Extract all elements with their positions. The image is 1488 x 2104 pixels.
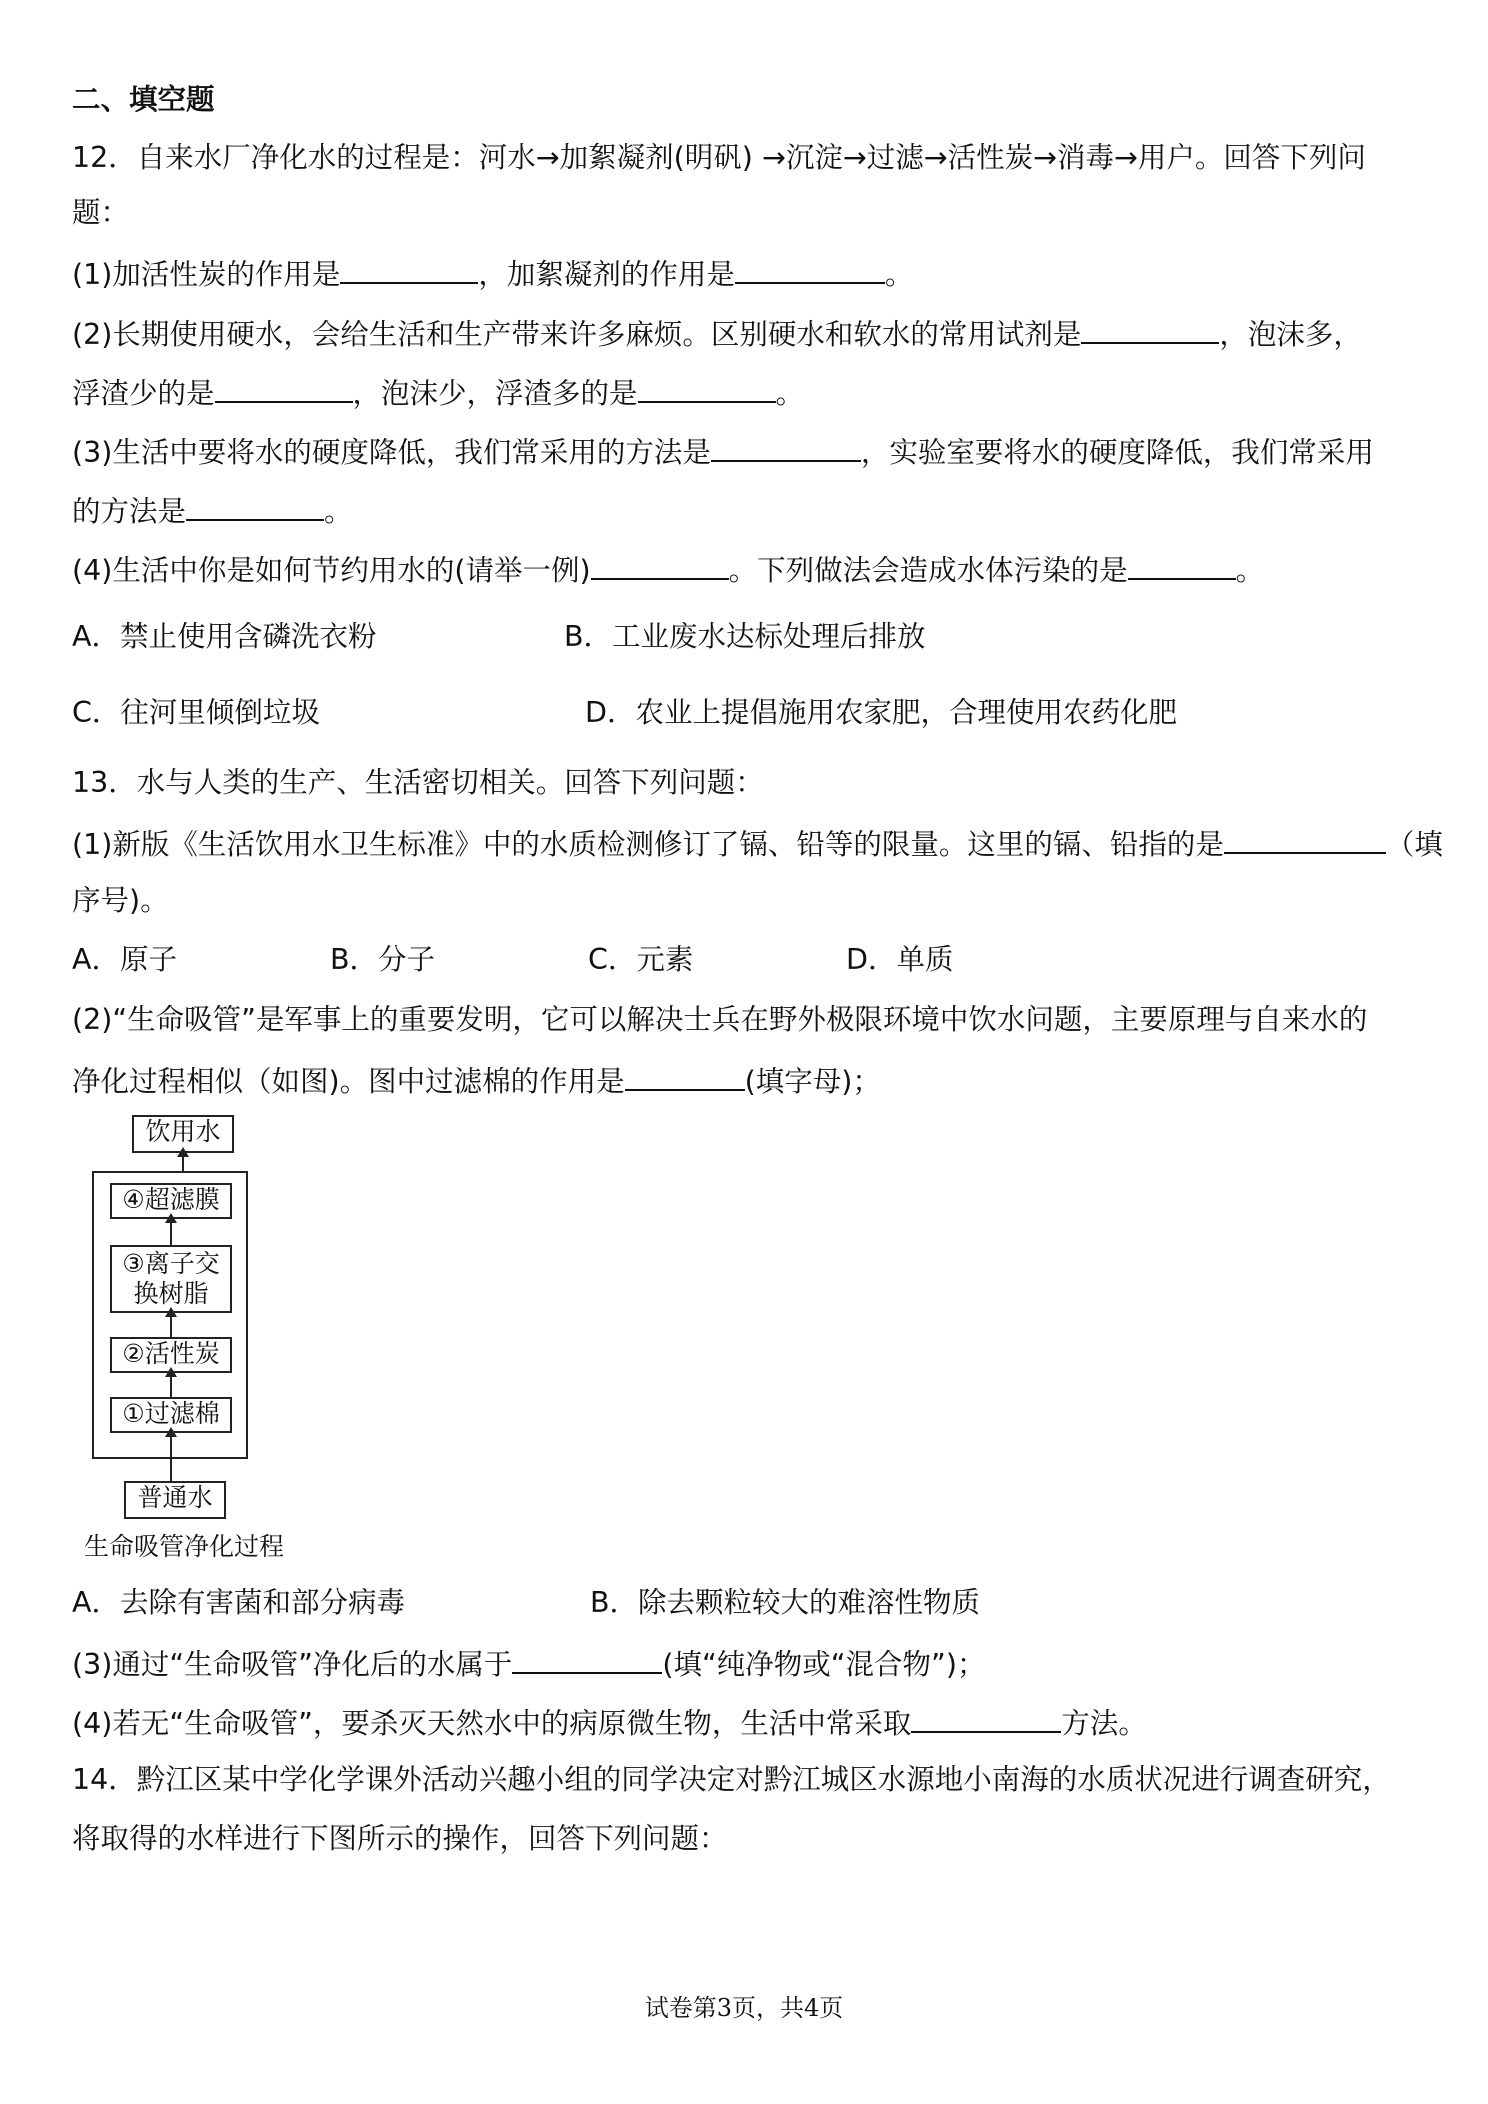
q14-stem-line1: 14．黔江区某中学化学课外活动兴趣小组的同学决定对黔江城区水源地小南海的水质状况进行调查研究， (72, 1763, 1391, 1796)
q12-part2-line1 (72, 312, 1362, 355)
q12-p2-text-b: ，泡沫多， (1219, 318, 1362, 351)
q13-part3 (72, 1642, 985, 1685)
q13-option1-d: D．单质 (846, 943, 954, 976)
q12-p4-text-b: 。下列做法会造成水体污染的是 (728, 554, 1128, 587)
q12-p3-text-a: (3)生活中要将水的硬度降低，我们常采用的方法是 (72, 436, 711, 469)
step1-filter-cotton-box: ①过滤棉 (110, 1397, 232, 1433)
q12-option-c: C．往河里倾倒垃圾 (72, 696, 320, 729)
q12-p2-text-e: 。 (775, 377, 805, 410)
answer-blank[interactable] (1224, 822, 1386, 854)
q12-p3-text-d: 。 (324, 495, 353, 528)
q12-part3-line1 (72, 430, 1374, 473)
q12-option-a: A．禁止使用含磷洗衣粉 (72, 620, 377, 653)
answer-blank[interactable] (340, 252, 478, 284)
arrow-up-icon (170, 1435, 172, 1481)
q13-part1-line1 (72, 822, 1443, 865)
step3-label-line2: 换树脂 (133, 1279, 209, 1308)
q13-part2-line2 (72, 1059, 881, 1102)
q12-option-d: D．农业上提倡施用农家肥，合理使用农药化肥 (585, 696, 1177, 729)
q13-p1-text-a: (1)新版《生活饮用水卫生标准》中的水质检测修订了镉、铅等的限量。这里的镉、铅指的是 (72, 828, 1224, 861)
answer-blank[interactable] (735, 252, 885, 284)
q12-part3-line2 (72, 489, 353, 532)
q12-p2-text-a: (2)长期使用硬水，会给生活和生产带来许多麻烦。区别硬水和软水的常用试剂是 (72, 318, 1082, 351)
q12-stem-line1: 12．自来水厂净化水的过程是：河水→加絮凝剂(明矾) →沉淀→过滤→活性炭→消毒→用户。回答下列问 (72, 141, 1366, 174)
q12-p4-text-a: (4)生活中你是如何节约用水的(请举一例) (72, 554, 591, 587)
answer-blank[interactable] (512, 1642, 662, 1674)
q13-option1-a: A．原子 (72, 943, 177, 976)
q13-p4-text-a: (4)若无“生命吸管”，要杀灭天然水中的病原微生物，生活中常采取 (72, 1707, 912, 1740)
section-title: 二、填空题 (72, 83, 215, 116)
q13-stem: 13．水与人类的生产、生活密切相关。回答下列问题： (72, 766, 764, 799)
q13-p2-text-c: (填字母)； (744, 1065, 881, 1098)
q12-part4 (72, 548, 1264, 591)
q13-option1-b: B．分子 (330, 943, 436, 976)
q12-part2-line2 (72, 371, 804, 414)
q13-part2-line1: (2)“生命吸管”是军事上的重要发明，它可以解决士兵在野外极限环境中饮水问题，主要原理与自来水的 (72, 1003, 1368, 1036)
q12-p1-text-a: (1)加活性炭的作用是 (72, 258, 341, 291)
q13-p3-text-b: (填“纯净物或“混合物”)； (662, 1648, 986, 1681)
answer-blank[interactable] (638, 371, 776, 403)
step3-ion-exchange-box (110, 1245, 232, 1313)
q12-part1 (72, 252, 913, 295)
arrow-up-icon (182, 1155, 184, 1171)
q13-option1-c: C．元素 (588, 943, 694, 976)
step4-ultrafiltration-box: ④超滤膜 (110, 1183, 232, 1219)
arrow-up-icon (170, 1221, 172, 1245)
q12-stem-line2: 题： (72, 196, 130, 229)
q13-option2-a: A．去除有害菌和部分病毒 (72, 1586, 405, 1619)
life-straw-diagram (84, 1115, 294, 1535)
q13-p3-text-a: (3)通过“生命吸管”净化后的水属于 (72, 1648, 513, 1681)
arrow-up-icon (170, 1375, 172, 1397)
ordinary-water-box: 普通水 (124, 1481, 226, 1519)
drinking-water-box: 饮用水 (132, 1115, 234, 1153)
q12-option-b: B．工业废水达标处理后排放 (564, 620, 926, 653)
answer-blank[interactable] (215, 371, 353, 403)
diagram-caption: 生命吸管净化过程 (84, 1532, 285, 1561)
q12-p3-text-b: ，实验室要将水的硬度降低，我们常采用 (860, 436, 1374, 469)
step3-label-line1: ③离子交 (122, 1249, 220, 1278)
page-footer: 试卷第3页，共4页 (644, 1994, 844, 2022)
answer-blank[interactable] (911, 1701, 1061, 1733)
answer-blank[interactable] (186, 489, 324, 521)
q13-part1-line2: 序号)。 (72, 884, 169, 917)
q14-stem-line2: 将取得的水样进行下图所示的操作，回答下列问题： (72, 1822, 728, 1855)
q12-p2-text-c: 浮渣少的是 (72, 377, 215, 410)
q12-p4-text-c: 。 (1235, 554, 1265, 587)
q12-p1-text-b: ，加絮凝剂的作用是 (478, 258, 735, 291)
q13-p1-text-b: （填 (1385, 828, 1443, 861)
q12-p2-text-d: ，泡沫少，浮渣多的是 (352, 377, 638, 410)
q12-p1-text-c: 。 (884, 258, 914, 291)
answer-blank[interactable] (1128, 548, 1236, 580)
q13-p4-text-b: 方法。 (1061, 1707, 1147, 1740)
step2-activated-carbon-box: ②活性炭 (110, 1337, 232, 1373)
q12-p3-text-c: 的方法是 (72, 495, 187, 528)
q13-part4 (72, 1701, 1147, 1744)
q13-p2-text-b: 净化过程相似（如图)。图中过滤棉的作用是 (72, 1065, 625, 1098)
answer-blank[interactable] (625, 1059, 745, 1091)
answer-blank[interactable] (711, 430, 861, 462)
answer-blank[interactable] (1081, 312, 1219, 344)
q13-option2-b: B．除去颗粒较大的难溶性物质 (590, 1586, 981, 1619)
arrow-up-icon (170, 1315, 172, 1337)
answer-blank[interactable] (591, 548, 729, 580)
